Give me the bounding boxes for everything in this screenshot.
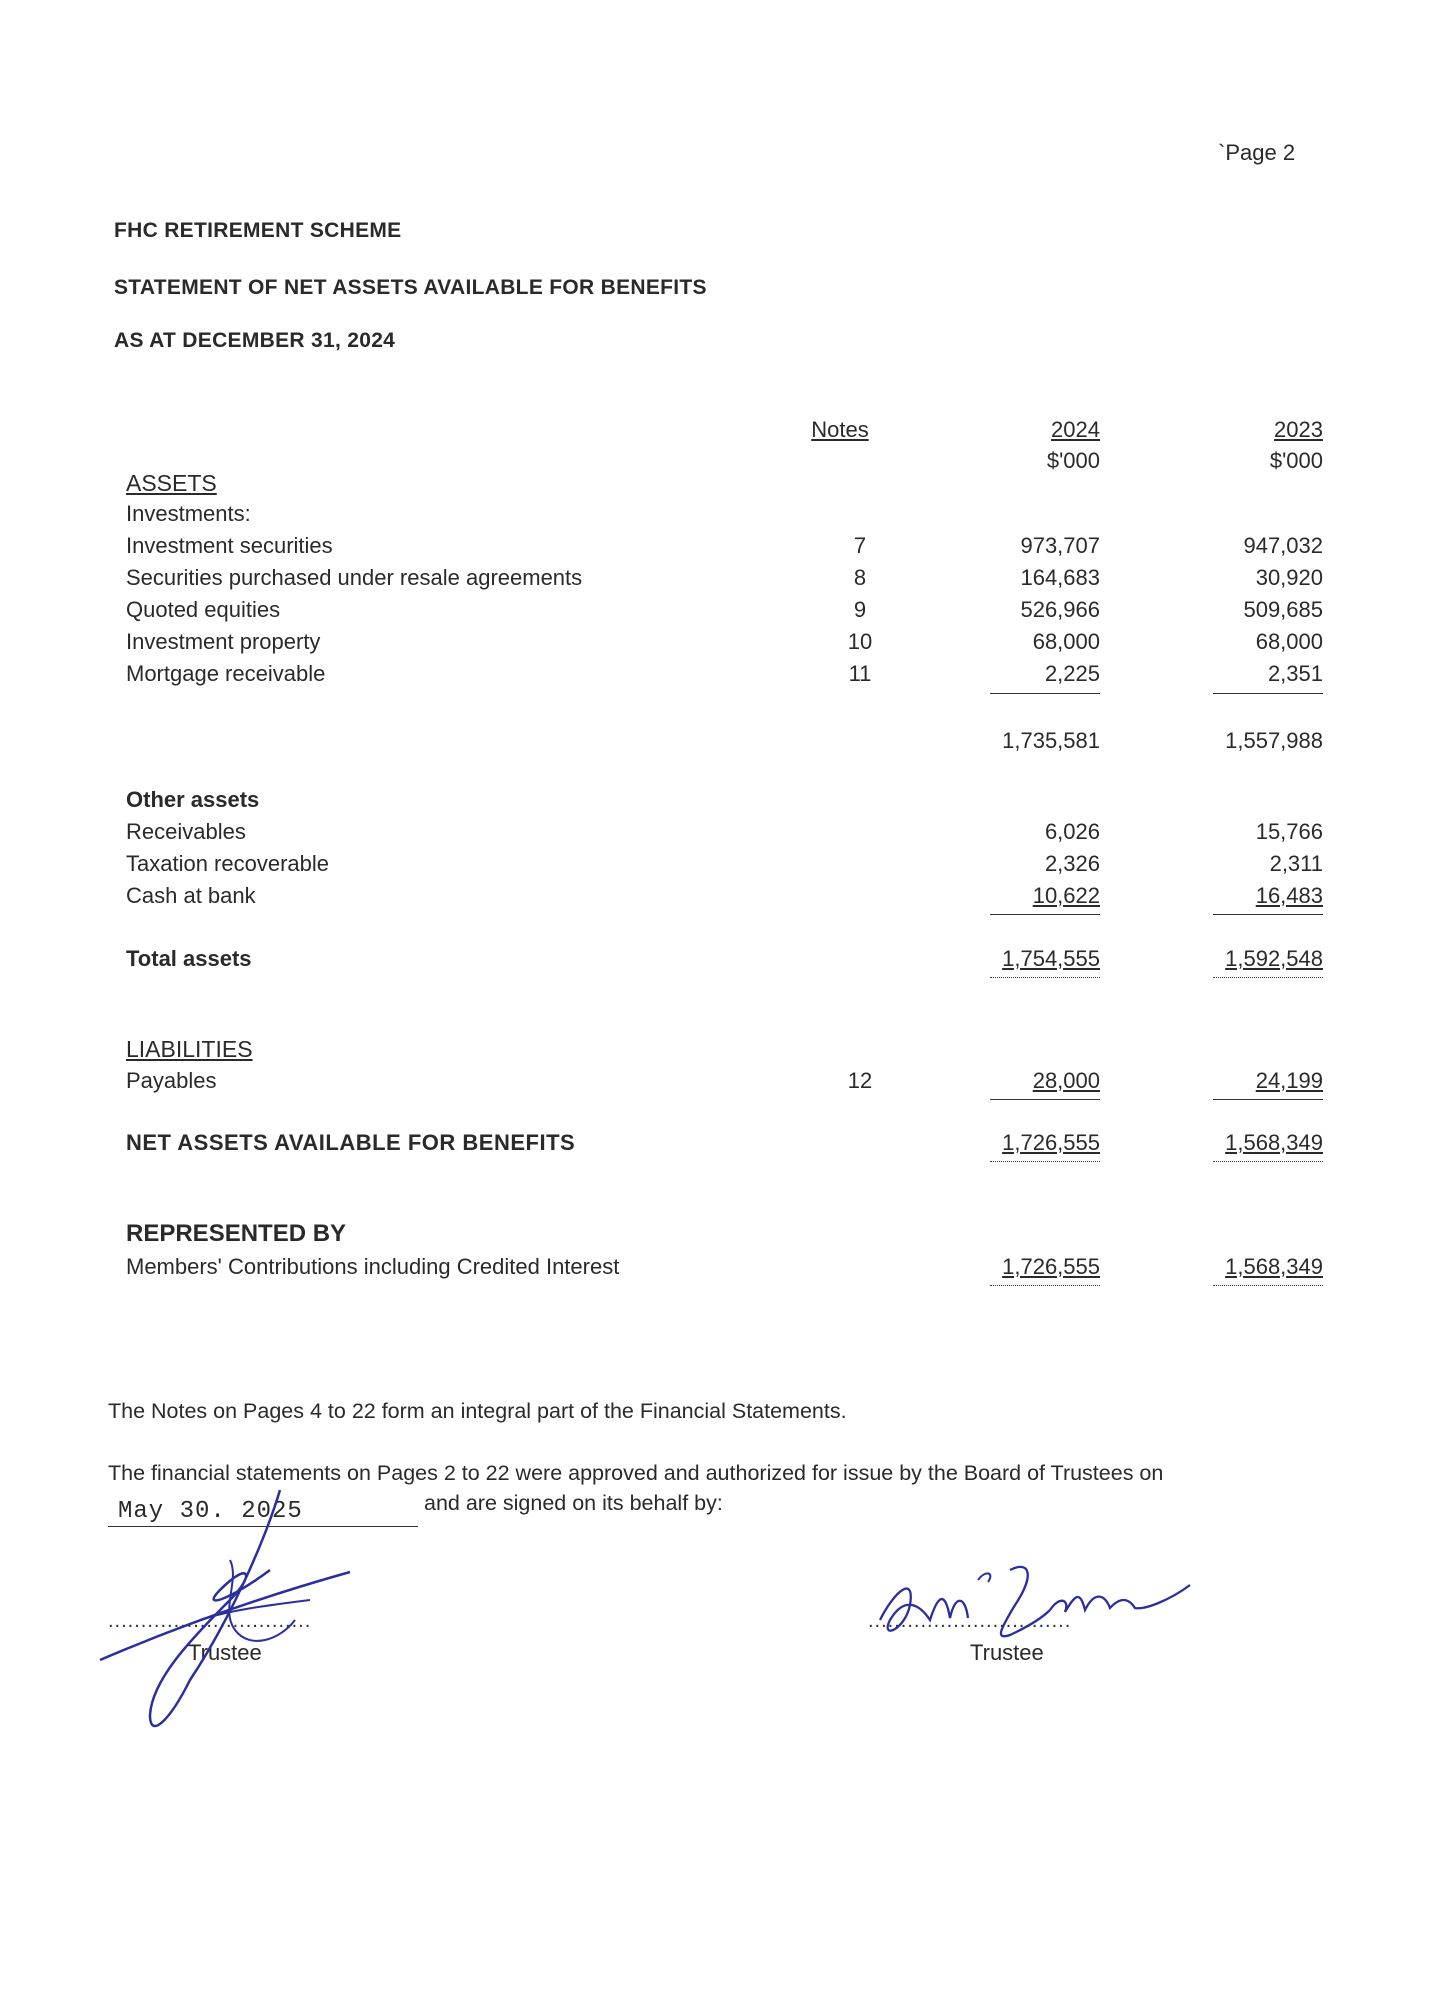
row-value-2024: 10,622	[1032, 883, 1100, 908]
year-2023-column-header	[1183, 414, 1323, 476]
investments-total-2023: 1,557,988	[1225, 728, 1323, 753]
trustee-signature-2	[860, 1550, 1200, 1660]
row-value-2023: 2,311	[1269, 851, 1323, 876]
row-value-2023: 15,766	[1255, 819, 1323, 844]
row-label: Investment property	[126, 629, 321, 654]
represented-heading: REPRESENTED BY	[126, 1220, 347, 1247]
unit-2024-label: $'000	[1046, 448, 1100, 473]
total-assets-label: Total assets	[126, 946, 252, 971]
total-assets-2023: 1,592,548	[1225, 946, 1323, 971]
net-assets-row	[0, 1130, 1435, 1162]
table-row	[0, 629, 1435, 661]
represented-heading-row	[0, 1220, 1435, 1252]
investments-total-2024: 1,735,581	[1002, 728, 1100, 753]
total-assets-row	[0, 946, 1435, 978]
table-row	[0, 851, 1435, 883]
row-value-2024: 2,326	[1044, 851, 1100, 876]
row-note: 7	[853, 533, 867, 558]
table-row	[0, 883, 1435, 915]
notes-column-header	[780, 414, 900, 445]
total-assets-double-rule-2024	[990, 977, 1100, 978]
subtotal-rule-2023	[1213, 693, 1323, 694]
payables-row	[0, 1068, 1435, 1100]
members-contributions-2024: 1,726,555	[1002, 1254, 1100, 1279]
row-value-2023: 30,920	[1255, 565, 1323, 590]
total-assets-double-rule-2023	[1213, 977, 1323, 978]
signature-line-1: ...............................	[108, 1610, 312, 1632]
subtotal-rule-2024	[990, 693, 1100, 694]
row-note: 8	[853, 565, 867, 590]
payables-label: Payables	[126, 1068, 217, 1093]
row-value-2023: 2,351	[1267, 661, 1323, 686]
trustee-signature-1	[80, 1480, 380, 1750]
row-label: Receivables	[126, 819, 246, 844]
row-value-2024: 526,966	[1020, 597, 1100, 622]
trustee-label-1: Trustee	[188, 1640, 262, 1665]
other-rule-2023	[1213, 914, 1323, 915]
approval-statement: The financial statements on Pages 2 to 22 were approved and authorized for issue by the Board of Trustees on	[108, 1461, 1164, 1485]
payables-2024: 28,000	[1032, 1068, 1100, 1093]
payables-note: 12	[847, 1068, 873, 1093]
page-number: `Page 2	[1218, 140, 1296, 165]
signature-line-2: ...............................	[868, 1610, 1072, 1632]
row-value-2024: 2,225	[1044, 661, 1100, 686]
row-value-2023: 16,483	[1255, 883, 1323, 908]
approval-date: May 30. 2025	[118, 1498, 303, 1525]
other-assets-heading-row	[0, 787, 1435, 819]
row-value-2023: 509,685	[1243, 597, 1323, 622]
liabilities-heading-row	[0, 1036, 1435, 1068]
row-label: Taxation recoverable	[126, 851, 330, 876]
net-assets-2023: 1,568,349	[1225, 1130, 1323, 1155]
total-assets-2024: 1,754,555	[1002, 946, 1100, 971]
row-value-2023: 947,032	[1243, 533, 1323, 558]
notes-statement: The Notes on Pages 4 to 22 form an integral part of the Financial Statements.	[108, 1399, 847, 1423]
unit-2023-label: $'000	[1269, 448, 1323, 473]
statement-date: AS AT DECEMBER 31, 2024	[114, 329, 396, 352]
payables-2023: 24,199	[1255, 1068, 1323, 1093]
row-value-2024: 164,683	[1020, 565, 1100, 590]
members-contributions-row	[0, 1254, 1435, 1286]
row-note: 10	[847, 629, 873, 654]
statement-title: STATEMENT OF NET ASSETS AVAILABLE FOR BENEFITS	[114, 276, 707, 299]
table-row	[0, 597, 1435, 629]
table-row	[0, 565, 1435, 597]
year-2024-label: 2024	[1051, 417, 1100, 442]
investments-label-row	[0, 501, 1435, 533]
row-label: Mortgage receivable	[126, 661, 326, 686]
year-2024-column-header	[960, 414, 1100, 476]
trustee-label-2: Trustee	[970, 1640, 1044, 1665]
net-assets-label: NET ASSETS AVAILABLE FOR BENEFITS	[126, 1130, 576, 1155]
row-note: 9	[853, 597, 867, 622]
row-value-2024: 68,000	[1032, 629, 1100, 654]
net-assets-2024: 1,726,555	[1002, 1130, 1100, 1155]
row-value-2024: 6,026	[1044, 819, 1100, 844]
liabilities-heading: LIABILITIES	[126, 1036, 253, 1062]
investments-total-row	[0, 728, 1435, 760]
members-contributions-2023: 1,568,349	[1225, 1254, 1323, 1279]
other-rule-2024	[990, 914, 1100, 915]
other-assets-heading: Other assets	[126, 787, 260, 812]
members-contributions-label: Members' Contributions including Credited Interest	[126, 1254, 620, 1279]
organization-title: FHC RETIREMENT SCHEME	[114, 219, 402, 242]
row-value-2023: 68,000	[1255, 629, 1323, 654]
notes-header-label: Notes	[811, 417, 869, 442]
investments-label: Investments:	[126, 501, 251, 526]
net-assets-double-rule-2024	[990, 1161, 1100, 1162]
table-row	[0, 533, 1435, 565]
members-double-rule-2023	[1213, 1285, 1323, 1286]
assets-heading-row	[0, 470, 1435, 502]
table-row	[0, 661, 1435, 693]
row-value-2024: 973,707	[1020, 533, 1100, 558]
signed-statement: and are signed on its behalf by:	[424, 1491, 723, 1515]
table-row	[0, 819, 1435, 851]
row-label: Cash at bank	[126, 883, 256, 908]
row-note: 11	[848, 661, 872, 686]
members-double-rule-2024	[990, 1285, 1100, 1286]
row-label: Quoted equities	[126, 597, 281, 622]
payables-rule-2023	[1213, 1099, 1323, 1100]
net-assets-double-rule-2023	[1213, 1161, 1323, 1162]
assets-heading: ASSETS	[126, 470, 217, 496]
row-label: Investment securities	[126, 533, 333, 558]
year-2023-label: 2023	[1274, 417, 1323, 442]
row-label: Securities purchased under resale agreements	[126, 565, 583, 590]
payables-rule-2024	[990, 1099, 1100, 1100]
